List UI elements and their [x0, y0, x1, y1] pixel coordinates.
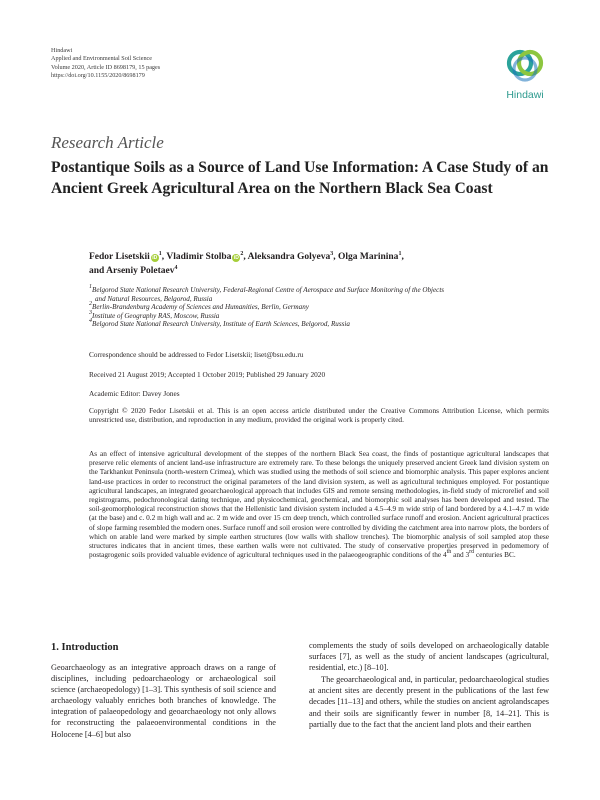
- doi-link[interactable]: https://doi.org/10.1155/2020/8698179: [51, 71, 145, 79]
- author-affiliation-ref: 1: [158, 251, 162, 257]
- affiliation-item: [89, 303, 549, 312]
- academic-editor: Academic Editor: Davey Jones: [89, 389, 180, 398]
- hindawi-logo-icon: [500, 45, 550, 87]
- affiliation-text: Institute of Geography RAS, Moscow, Russia: [92, 311, 220, 320]
- body-paragraph: Geoarchaeology as an integrative approach draws on a range of disciplines, including pedoarchaeology or archaeological soil science (archaeopedology) [1–3]. This synthesis of soil science and archaeology valuably enriches both branches of knowledge. The integration of palaeopedology and geoarchaeology not only allows for reconstructing the palaeoenvironmental conditions in the Holocene [4–6] but also: [51, 663, 276, 739]
- body-paragraph: complements the study of soils developed on archaeologically datable surfaces [7], as well as the study of ancient landscapes (agricultural, residential, etc.) [8–10].: [309, 641, 549, 673]
- abstract-text: and 3: [451, 550, 470, 560]
- abstract-text: As an effect of intensive agricultural development of the steppes of the northern Black Sea coast, the finds of postantique agricultural landscapes that preserve relic elements of ancient land-use infrastructure are extremely rare. To these belongs the uniquely preserved ancient Greek land division system on the Tarkhankut Peninsula (north-western Crimea), which was studied using the methods of soil science and biomorphic analysis. This paper explores ancient land-use practices in order to reconstruct the original parameters of the land division system, as well as agricultural techniques employed. For postantique agricultural landscapes, an integrated geoarchaeological approach that includes GIS and remote sensing methodologies, in-field study of microrelief and soil registrograms, pedochronological dating technique, and physicochemical, geochemical, and biomorphic soil analyses has been developed and tested. The soil-geomorphological reconstruction shows that the Hellenistic land division system included a 4.5–4.9 m wide strip of land bordered by a 4.1–4.7 m wide (at the base) and c. 0.2 m high wall and ac. 2 m wide and over 15 cm deep trench, which controlled surface runoff and erosion. Ancient agricultural practices of slope farming resembled the modern ones. Surface runoff and soil erosion were controlled by dividing the catchment area into narrow plots, the borders of which on arable land were marked by simple earthen structures (low walls with shallow trenches). The biomorphic analysis of soil sampled atop these structures indicates that in ancient times, these earthen walls were not cultivated. The study of conservative properties preserved in pedomemory of postagrogenic soils provided valuable evidence of agricultural techniques used in the palaeogeographic conditions of the 4: [89, 449, 549, 560]
- correspondence-note: Correspondence should be addressed to Fedor Lisetskii; liset@bsu.edu.ru: [89, 350, 304, 359]
- affiliation-item: [89, 286, 549, 295]
- section-heading: 1. Introduction: [51, 642, 119, 653]
- author-list: Fedor Lisetskii $iD^1$, Vladimir Stolba $iD^2$, Aleksandra Golyeva$^3$, Olga Marinina$^1$, and Arseniy Poletaev$^4$: [89, 251, 404, 276]
- copyright-notice: Copyright © 2020 Fedor Lisetskii et al. This is an open access article distributed under the Creative Commons Attribution License, which permits unrestricted use, distribution, and reproduction in any medium, provided the original work is properly cited.: [89, 406, 549, 425]
- affiliation-number: 3: [89, 309, 92, 316]
- author-affiliation-ref: 3: [330, 251, 334, 257]
- publication-dates: Received 21 August 2019; Accepted 1 October 2019; Published 29 January 2020: [89, 370, 326, 379]
- logo-wordmark: Hindawi: [506, 89, 544, 101]
- author-name: Vladimir Stolba: [166, 252, 232, 262]
- ordinal-suffix: th: [446, 549, 452, 556]
- affiliation-item: [89, 320, 549, 329]
- body-column-right: [309, 640, 549, 730]
- orcid-icon[interactable]: iD: [233, 255, 239, 261]
- affiliation-text: Belgorod State National Research University, Federal-Regional Centre of Aerospace and Surface Monitoring of the Objects: [92, 286, 445, 294]
- orcid-icon[interactable]: iD: [152, 255, 158, 261]
- journal-name-line: Applied and Environmental Soil Science: [51, 55, 153, 63]
- volume-line: Volume 2020, Article ID 8698179, 15 pages: [51, 63, 161, 71]
- publisher-line: Hindawi: [51, 47, 73, 54]
- author-affiliation-ref: 1: [398, 251, 402, 257]
- affiliation-text: Berlin-Brandenburg Academy of Sciences and Humanities, Berlin, Germany: [92, 303, 309, 312]
- body-paragraph: The geoarchaeological and, in particular, pedoarchaeological studies at ancient sites are decently present in the publications of the last few decades [11–13] and others, while the studies on ancient agrolandscapes and their soils are significantly fewer in number [8, 14–21]. This is partially due to the fact that the ancient land plots and their earthen: [309, 675, 549, 729]
- hindawi-logo: [500, 45, 550, 105]
- abstract: [89, 449, 549, 559]
- author-name: Arseniy Poletaev: [106, 266, 175, 276]
- abstract-text: centuries BC.: [474, 550, 516, 560]
- affiliation-list: [89, 286, 549, 329]
- author-affiliation-ref: 4: [174, 265, 178, 271]
- journal-meta: [51, 47, 160, 80]
- affiliation-text: Belgorod State National Research University, Institute of Earth Sciences, Belgorod, Russia: [92, 320, 350, 329]
- article-type: Research Article: [51, 133, 164, 152]
- ordinal-suffix: rd: [469, 549, 475, 556]
- body-column-left: [51, 662, 276, 740]
- affiliation-number: 2: [89, 301, 92, 308]
- article-title: Postantique Soils as a Source of Land Use Information: A Case Study of an Ancient Greek Agricultural Area on the Northern Black Sea Coast: [51, 159, 549, 197]
- affiliation-number: 4: [89, 318, 92, 325]
- author-name: Olga Marinina: [338, 252, 399, 262]
- affiliation-item-continued: and Natural Resources, Belgorod, Russia: [95, 294, 213, 303]
- author-name: Aleksandra Golyeva: [247, 252, 331, 262]
- affiliation-number: 1: [89, 284, 92, 290]
- author-name: Fedor Lisetskii: [89, 252, 150, 262]
- author-affiliation-ref: 2: [240, 251, 244, 257]
